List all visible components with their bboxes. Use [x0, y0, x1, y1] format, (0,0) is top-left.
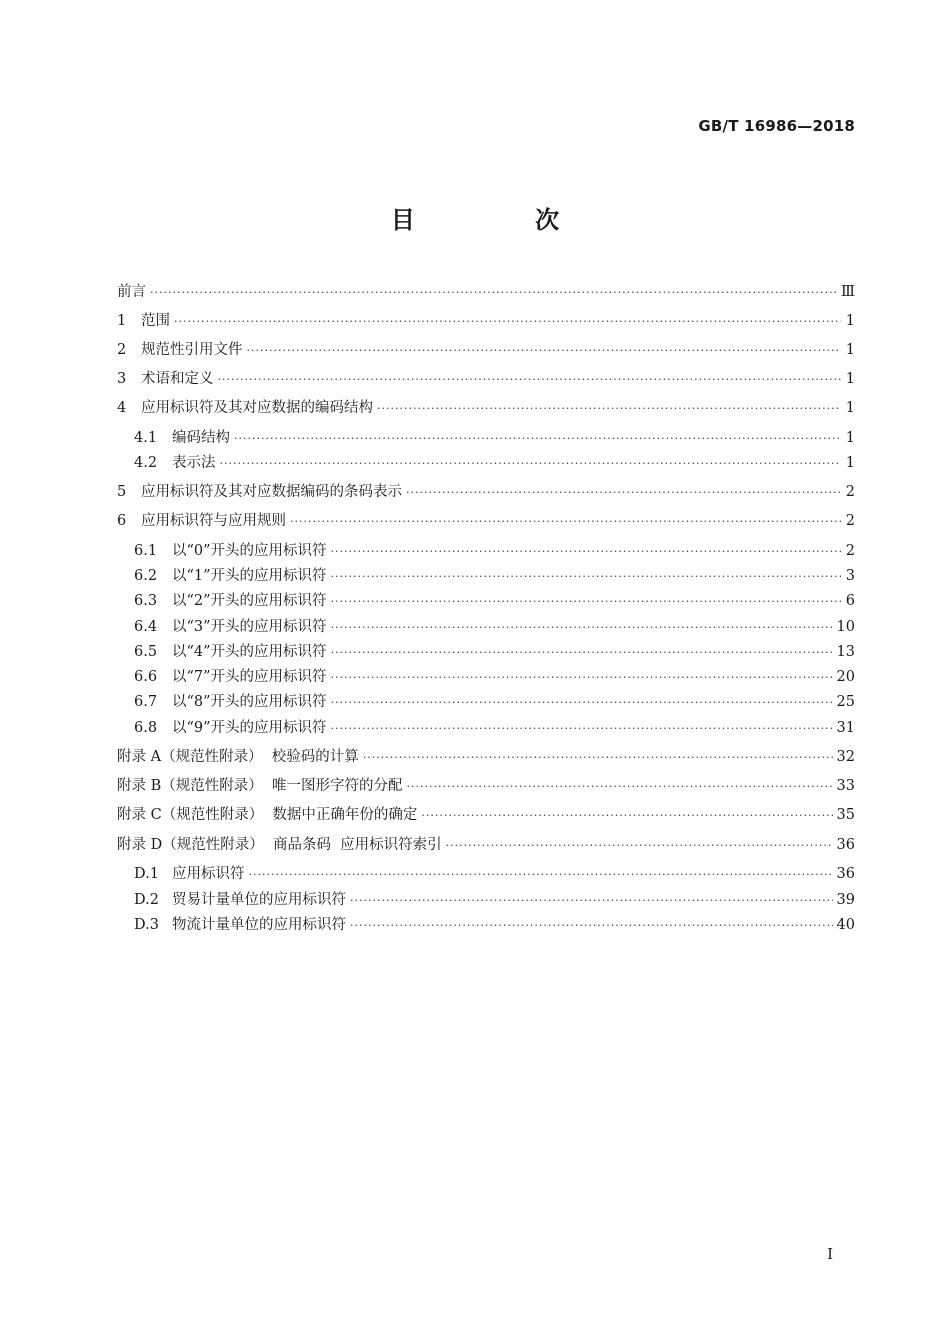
toc-entry-label: 附录 D（规范性附录） 商品条码 应用标识符索引: [117, 837, 442, 853]
toc-entry[interactable]: [134, 452, 855, 474]
toc-leader-dots: [220, 453, 842, 475]
toc-entry-label: 应用标识符及其对应数据的编码结构: [141, 400, 373, 416]
toc-entry-label: 以“0”开头的应用标识符: [172, 543, 327, 559]
toc-leader-dots: [331, 667, 833, 689]
toc-entry-page: 33: [836, 778, 855, 794]
toc-entry-label: 规范性引用文件: [141, 342, 243, 358]
toc-entry-label: 前言: [117, 284, 146, 300]
toc-entry-number: 3: [117, 371, 127, 387]
toc-leader-dots: [247, 340, 842, 362]
toc-leader-dots: [331, 541, 841, 563]
toc-entry-label: 以“3”开头的应用标识符: [172, 619, 327, 635]
toc-entry-page: 13: [836, 644, 855, 660]
toc-entry-page: 36: [836, 866, 855, 882]
toc-entry-page: 32: [836, 749, 855, 765]
toc-leader-dots: [350, 890, 833, 912]
toc-entry-number: 2: [117, 342, 127, 358]
toc-entry-page: 1: [845, 342, 855, 358]
toc-entry[interactable]: [134, 540, 855, 562]
toc-entry[interactable]: [117, 510, 855, 532]
toc-leader-dots: [174, 311, 841, 333]
toc-entry[interactable]: [117, 481, 855, 503]
toc-entry-label: 应用标识符及其对应数据编码的条码表示: [141, 484, 402, 500]
toc-entry-label: 物流计量单位的应用标识符: [172, 917, 346, 933]
toc-entry-page: 3: [845, 568, 855, 584]
toc-leader-dots: [331, 566, 841, 588]
toc-entry-label: 以“8”开头的应用标识符: [172, 694, 327, 710]
toc-entry-number: D.3: [134, 917, 159, 933]
toc-entry[interactable]: [117, 397, 855, 419]
toc-entry[interactable]: [134, 616, 855, 638]
toc-entry-number: 4.1: [134, 430, 158, 446]
toc-entry[interactable]: [134, 717, 855, 739]
toc-entry-page: 1: [845, 455, 855, 471]
toc-entry-number: 6.4: [134, 619, 158, 635]
toc-entry[interactable]: [134, 666, 855, 688]
toc-entry-label: 以“9”开头的应用标识符: [172, 720, 327, 736]
toc-entry[interactable]: [117, 804, 855, 826]
toc-leader-dots: [331, 591, 841, 613]
toc-entry[interactable]: [117, 746, 855, 768]
toc-entry-label: 附录 B（规范性附录） 唯一图形字符的分配: [117, 778, 403, 794]
toc-entry-label: 以“1”开头的应用标识符: [172, 568, 327, 584]
toc-entry-page: 10: [836, 619, 855, 635]
toc-entry-label: 表示法: [172, 455, 216, 471]
toc-entry-page: 1: [845, 371, 855, 387]
toc-entry-label: 编码结构: [172, 430, 230, 446]
toc-entry-page: Ⅲ: [841, 284, 855, 300]
toc-leader-dots: [331, 692, 833, 714]
toc-entry[interactable]: [117, 281, 855, 303]
page-title: 目 次: [390, 206, 616, 234]
toc-entry-label: 以“2”开头的应用标识符: [172, 593, 327, 609]
toc-entry-number: 6.7: [134, 694, 158, 710]
toc-entry-page: 1: [845, 313, 855, 329]
toc-entry-page: 35: [836, 807, 855, 823]
toc-entry[interactable]: [134, 427, 855, 449]
toc-entry[interactable]: [134, 565, 855, 587]
toc-entry-label: 范围: [141, 313, 170, 329]
toc-entry-number: 6.6: [134, 669, 158, 685]
toc-entry-page: 39: [836, 892, 855, 908]
document-id: GB/T 16986—2018: [698, 117, 855, 135]
toc-entry-number: D.1: [134, 866, 159, 882]
toc-entry[interactable]: [117, 310, 855, 332]
toc-entry[interactable]: [134, 914, 855, 936]
toc-entry-number: 6.5: [134, 644, 158, 660]
toc-entry-number: 6.3: [134, 593, 158, 609]
toc-entry-page: 36: [836, 837, 855, 853]
toc-leader-dots: [331, 718, 833, 740]
toc-entry-page: 1: [845, 400, 855, 416]
toc-entry[interactable]: [117, 834, 855, 856]
toc-entry-number: 6.8: [134, 720, 158, 736]
toc-entry-label: 附录 A（规范性附录） 校验码的计算: [117, 749, 359, 765]
toc-entry[interactable]: [117, 368, 855, 390]
toc-entry-number: 6: [117, 513, 127, 529]
toc-entry-label: 应用标识符与应用规则: [141, 513, 286, 529]
toc-entry-page: 40: [836, 917, 855, 933]
toc-leader-dots: [350, 915, 833, 937]
toc-entry-page: 1: [845, 430, 855, 446]
toc-entry-number: 5: [117, 484, 127, 500]
toc-entry[interactable]: [117, 775, 855, 797]
toc-leader-dots: [331, 617, 833, 639]
toc-leader-dots: [421, 805, 832, 827]
toc-entry[interactable]: [134, 641, 855, 663]
toc-leader-dots: [234, 428, 841, 450]
toc-leader-dots: [331, 642, 833, 664]
toc-leader-dots: [406, 776, 832, 798]
toc-entry-page: 31: [836, 720, 855, 736]
toc-leader-dots: [290, 511, 841, 533]
toc-leader-dots: [406, 482, 841, 504]
toc-leader-dots: [150, 282, 837, 304]
toc-entry-page: 2: [845, 513, 855, 529]
toc-entry-page: 20: [836, 669, 855, 685]
toc-entry-label: 应用标识符: [172, 866, 245, 882]
toc-entry-page: 2: [845, 484, 855, 500]
toc-entry-number: 1: [117, 313, 127, 329]
toc-entry-page: 2: [845, 543, 855, 559]
toc-entry-number: 4: [117, 400, 127, 416]
toc-leader-dots: [218, 369, 842, 391]
toc-entry-label: 附录 C（规范性附录） 数据中正确年份的确定: [117, 807, 418, 823]
toc-entry-number: 6.2: [134, 568, 158, 584]
toc-entry-number: D.2: [134, 892, 159, 908]
toc-entry-label: 术语和定义: [141, 371, 214, 387]
page-number: I: [827, 1245, 833, 1263]
toc-leader-dots: [363, 747, 833, 769]
toc-entry-label: 贸易计量单位的应用标识符: [172, 892, 346, 908]
toc-leader-dots: [377, 398, 841, 420]
toc-entry[interactable]: [134, 889, 855, 911]
toc-entry-number: 4.2: [134, 455, 158, 471]
toc-entry-page: 6: [845, 593, 855, 609]
toc-leader-dots: [249, 864, 833, 886]
toc-entry[interactable]: [117, 339, 855, 361]
toc-entry-label: 以“4”开头的应用标识符: [172, 644, 327, 660]
toc-entry[interactable]: [134, 590, 855, 612]
toc-entry-number: 6.1: [134, 543, 158, 559]
toc-entry-page: 25: [836, 694, 855, 710]
toc-entry[interactable]: [134, 863, 855, 885]
toc-leader-dots: [446, 835, 833, 857]
toc-entry[interactable]: [134, 691, 855, 713]
toc-entry-label: 以“7”开头的应用标识符: [172, 669, 327, 685]
